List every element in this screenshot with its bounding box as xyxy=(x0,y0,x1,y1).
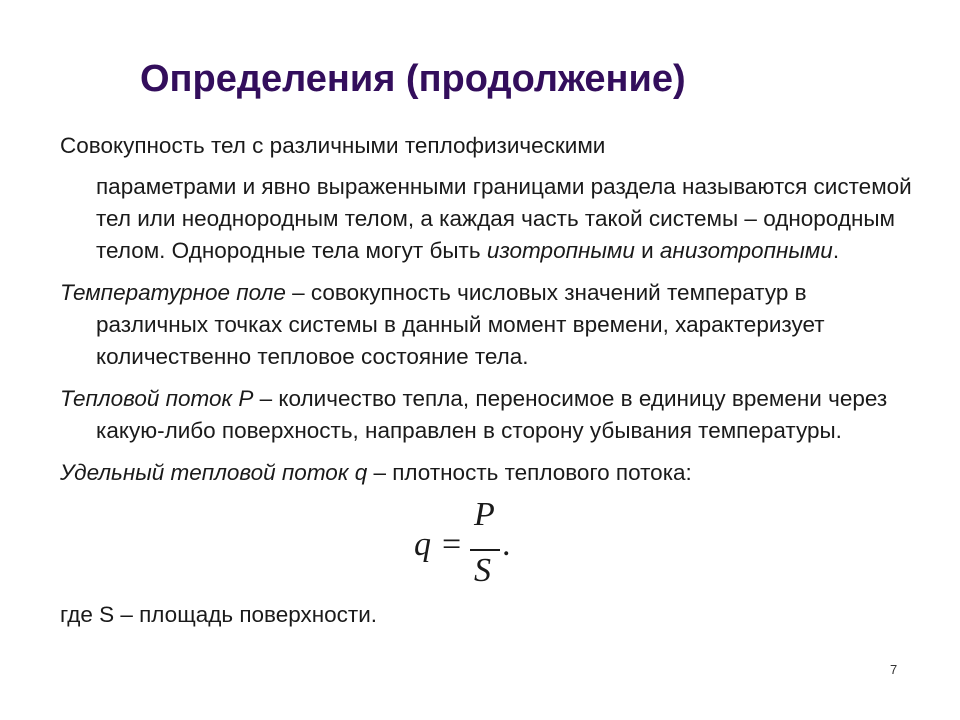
definition-text: – совокупность числовых значений температур в различных точках системы в данный момент времени, характеризует количественно тепловое состояние тела. xyxy=(96,280,825,369)
page-number: 7 xyxy=(890,662,898,677)
term-specific-heat-flow: Удельный тепловой поток q xyxy=(60,460,368,485)
paragraph-text: параметрами и явно выраженными границами раздела называются системой тел или неоднородным телом, а каждая часть такой системы – однородным телом. Однородные тела могут быть xyxy=(96,174,912,263)
term-isotropic: изотропными xyxy=(486,238,635,263)
paragraph-heat-flow xyxy=(60,383,920,447)
formula-heat-flux-density xyxy=(60,496,920,595)
slide-title: Определения (продолжение) xyxy=(140,58,686,100)
formula-lhs: q xyxy=(414,526,431,563)
conjunction: и xyxy=(634,238,660,263)
paragraph-first-line: Совокупность тел с различными теплофизическими xyxy=(60,133,606,158)
definition-text: – плотность теплового потока: xyxy=(367,460,692,485)
term-temperature-field: Температурное поле xyxy=(60,280,286,305)
footer-note: где S – площадь поверхности. xyxy=(60,602,378,627)
period: . xyxy=(832,238,840,263)
formula-period: . xyxy=(502,526,511,563)
fraction-bar xyxy=(470,549,500,551)
paragraph-system-of-bodies xyxy=(60,130,920,267)
term-anisotropic: анизотропными xyxy=(659,238,833,263)
formula-numerator: P xyxy=(474,496,495,533)
slide-body xyxy=(60,130,920,631)
paragraph-specific-heat-flow xyxy=(60,457,920,489)
term-heat-flow: Тепловой поток P xyxy=(60,386,254,411)
formula-denominator: S xyxy=(474,552,491,589)
formula-equals: = xyxy=(442,526,462,563)
definition-text: – количество тепла, переносимое в единицу времени через какую-либо поверхность, направлен в сторону убывания температуры. xyxy=(96,386,888,443)
paragraph-temperature-field xyxy=(60,277,920,373)
